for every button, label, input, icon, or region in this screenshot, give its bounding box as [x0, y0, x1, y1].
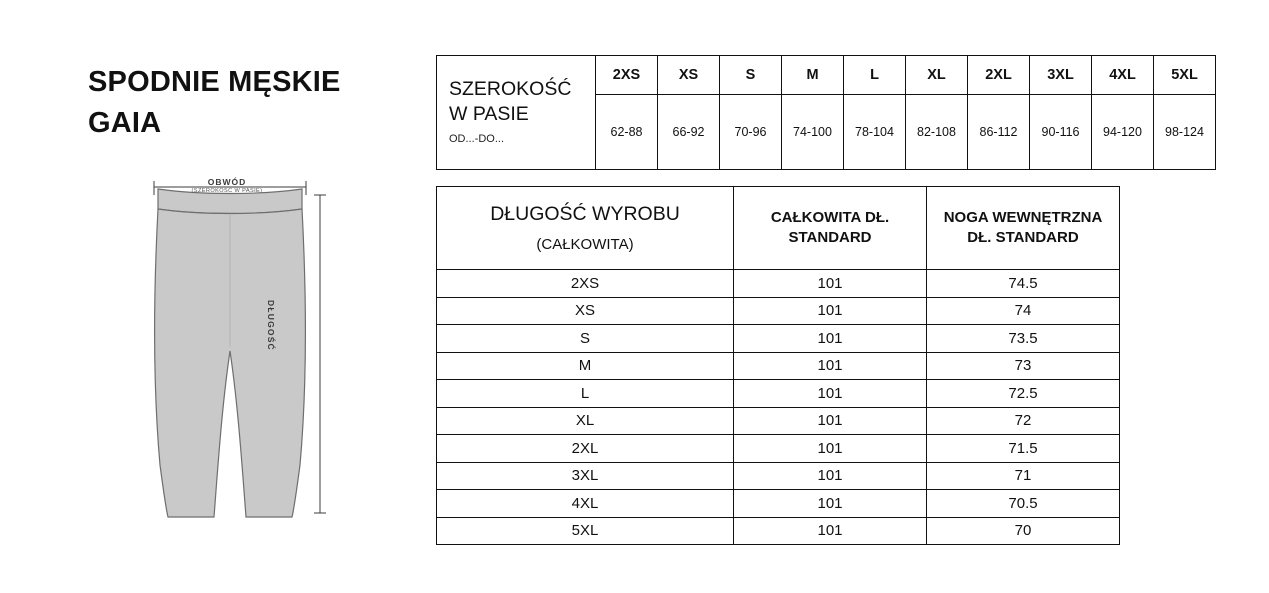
length-header-left-sub: (CAŁKOWITA) — [536, 235, 634, 253]
length-size-cell: 3XL — [437, 462, 734, 490]
table-row — [437, 490, 1120, 518]
length-total-cell: 101 — [734, 490, 927, 518]
length-inseam-cell: 73 — [927, 352, 1120, 380]
size-header-cell: XS — [658, 56, 720, 95]
length-inseam-cell: 71.5 — [927, 435, 1120, 463]
length-header-left — [437, 187, 734, 270]
length-size-cell: 2XS — [437, 270, 734, 298]
length-inseam-cell: 72 — [927, 407, 1120, 435]
figure-label-waist-sub: (SZEROKOŚĆ W PASIE) — [191, 188, 263, 194]
length-header-left-main: DŁUGOŚĆ WYROBU — [490, 202, 680, 225]
waist-value-cell: 90-116 — [1030, 95, 1092, 170]
size-header-cell: 4XL — [1092, 56, 1154, 95]
length-total-cell: 101 — [734, 297, 927, 325]
waist-value-cell: 78-104 — [844, 95, 906, 170]
length-size-cell: 4XL — [437, 490, 734, 518]
waist-value-cell: 70-96 — [720, 95, 782, 170]
length-size-cell: XS — [437, 297, 734, 325]
table-row — [437, 517, 1120, 545]
length-inseam-cell: 70.5 — [927, 490, 1120, 518]
product-info-panel — [0, 0, 430, 593]
waist-value-cell: 98-124 — [1154, 95, 1216, 170]
length-inseam-cell: 74.5 — [927, 270, 1120, 298]
waist-value-cell: 94-120 — [1092, 95, 1154, 170]
waist-value-cell: 66-92 — [658, 95, 720, 170]
size-header-cell: M — [782, 56, 844, 95]
length-total-cell: 101 — [734, 270, 927, 298]
table-row — [437, 462, 1120, 490]
length-inseam-cell: 70 — [927, 517, 1120, 545]
length-size-cell: 2XL — [437, 435, 734, 463]
size-header-cell: 2XL — [968, 56, 1030, 95]
table-row — [437, 270, 1120, 298]
length-inseam-cell: 72.5 — [927, 380, 1120, 408]
width-row-header-main: SZEROKOŚĆ — [449, 78, 572, 100]
length-table-header-row — [437, 187, 1120, 270]
size-header-cell: 5XL — [1154, 56, 1216, 95]
length-total-cell: 101 — [734, 462, 927, 490]
page-title: SPODNIE MĘSKIE GAIA — [88, 66, 341, 140]
length-inseam-cell: 74 — [927, 297, 1120, 325]
table-row — [437, 352, 1120, 380]
waist-value-cell: 86-112 — [968, 95, 1030, 170]
table-row — [437, 325, 1120, 353]
length-size-cell: XL — [437, 407, 734, 435]
length-header-total: CAŁKOWITA DŁ. STANDARD — [734, 187, 927, 270]
size-header-cell: 3XL — [1030, 56, 1092, 95]
length-total-cell: 101 — [734, 325, 927, 353]
length-size-cell: 5XL — [437, 517, 734, 545]
size-header-cell: L — [844, 56, 906, 95]
waist-value-cell: 74-100 — [782, 95, 844, 170]
length-total-cell: 101 — [734, 407, 927, 435]
waist-value-cell: 82-108 — [906, 95, 968, 170]
length-total-cell: 101 — [734, 435, 927, 463]
trousers-illustration — [130, 165, 350, 535]
length-size-cell: M — [437, 352, 734, 380]
width-row-header-second: W PASIE — [449, 102, 529, 125]
length-total-cell: 101 — [734, 380, 927, 408]
table-row — [437, 56, 1216, 95]
table-row — [437, 435, 1120, 463]
length-size-cell: L — [437, 380, 734, 408]
length-size-cell: S — [437, 325, 734, 353]
length-total-cell: 101 — [734, 352, 927, 380]
length-header-inseam: NOGA WEWNĘTRZNA DŁ. STANDARD — [927, 187, 1120, 270]
table-row — [437, 297, 1120, 325]
trousers-diagram — [130, 165, 350, 535]
size-header-cell: XL — [906, 56, 968, 95]
width-row-header — [437, 56, 596, 170]
size-header-cell: 2XS — [596, 56, 658, 95]
width-row-header-note: OD...-DO... — [449, 132, 504, 145]
length-table — [436, 186, 1120, 545]
figure-label-length: DŁUGOŚĆ — [266, 300, 276, 351]
length-inseam-cell: 73.5 — [927, 325, 1120, 353]
table-row — [437, 380, 1120, 408]
length-total-cell: 101 — [734, 517, 927, 545]
waist-value-cell: 62-88 — [596, 95, 658, 170]
table-row — [437, 407, 1120, 435]
waist-width-table — [436, 55, 1216, 170]
figure-label-waist: OBWÓD — [207, 177, 247, 187]
length-inseam-cell: 71 — [927, 462, 1120, 490]
size-header-cell: S — [720, 56, 782, 95]
